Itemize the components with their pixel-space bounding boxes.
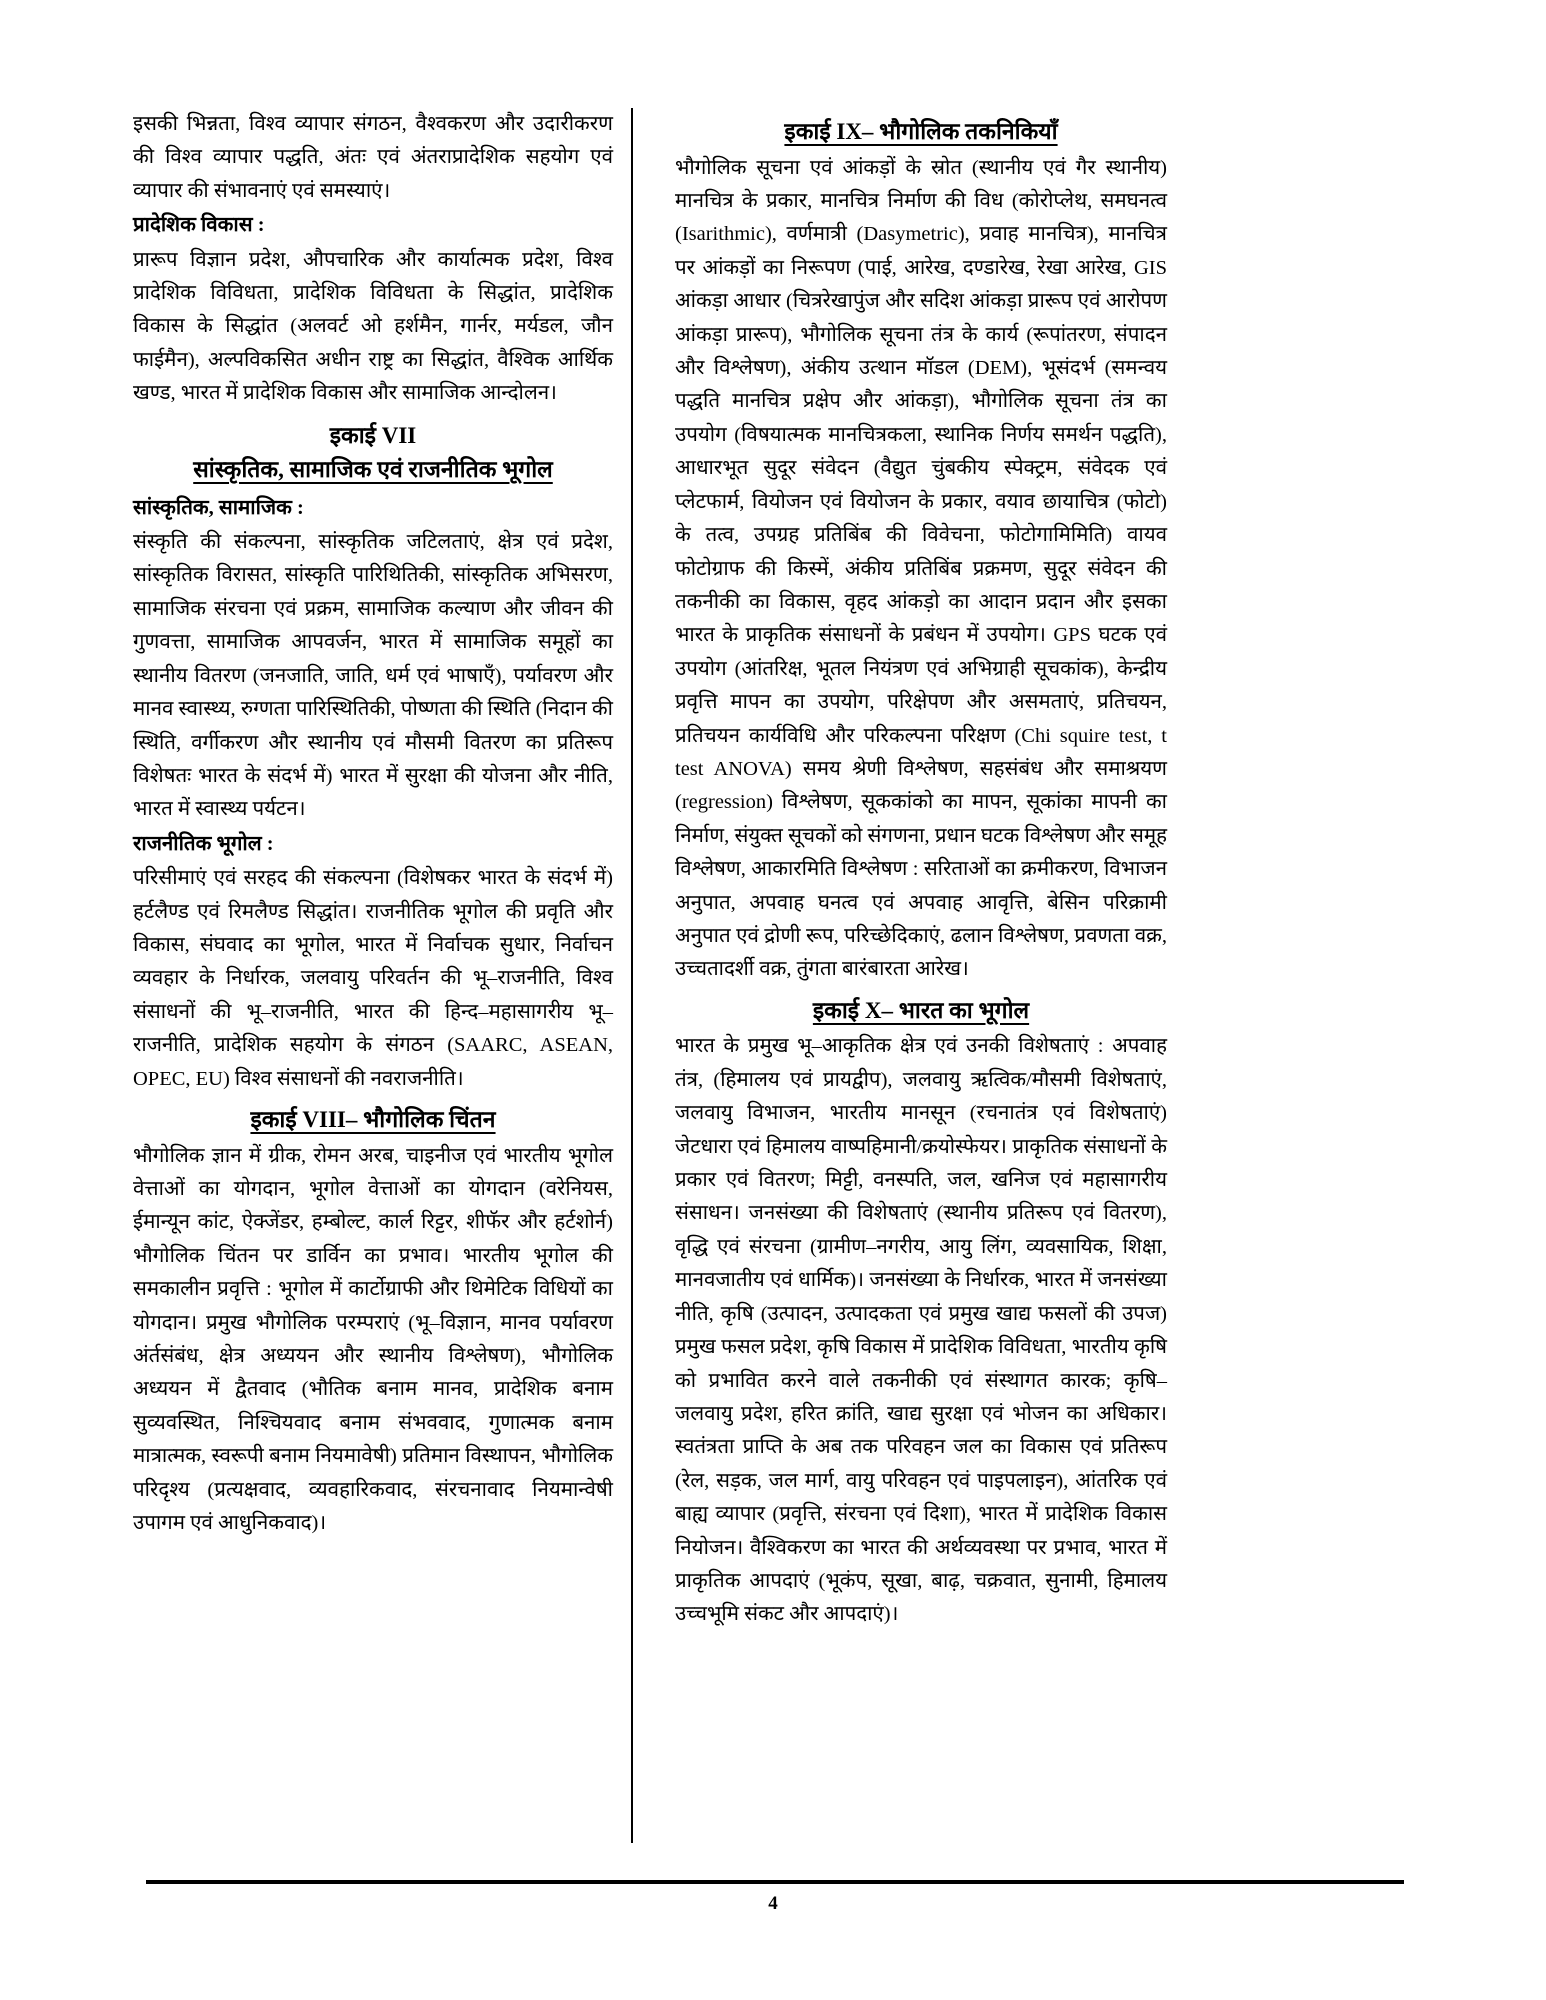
paragraph-geographic-techniques: भौगोलिक सूचना एवं आंकड़ों के स्रोत (स्थानीय एवं गैर स्थानीय) मानचित्र के प्रकार, मानचित्र निर्माण की विध (कोरोप्लेथ, समघनत्व (Isarithmic), वर्णमात्री (Dasymetric), प्रवाह मानचित्र), मानचित्र पर आंकड़ों का निरूपण (पाई, आरेख, दण्डारेख, रेखा आरेख, GIS आंकड़ा आधार (चित्ररेखापुंज और सदिश आंकड़ा प्रारूप एवं आरोपण आंकड़ा प्रारूप), भौगोलिक सूचना तंत्र के कार्य (रूपांतरण, संपादन और विश्लेषण), अंकीय उत्थान मॉडल (DEM), भूसंदर्भ (समन्वय पद्धति मानचित्र प्रक्षेप और आंकड़ा), भौगोलिक सूचना तंत्र का उपयोग (विषयात्मक मानचित्रकला, स्थानिक निर्णय समर्थन पद्धति), आधारभूत सुदूर संवेदन (वैद्युत चुंबकीय स्पेक्ट्रम, संवेदक एवं प्लेटफार्म, वियोजन एवं वियोजन के प्रकार, वयाव छायाचित्र (फोटो) के तत्व, उपग्रह प्रतिबिंब की विवेचना, फोटोगामिमिति) वायव फोटोग्राफ की किस्में, अंकीय प्रतिबिंब प्रक्रमण, सुदूर संवेदन की तकनीकी का विकास, वृहद आंकड़ो का आदान प्रदान और इसका भारत के प्राकृतिक संसाधनों के प्रबंधन में उपयोग। GPS घटक एवं उपयोग (आंतरिक्ष, भूतल नियंत्रण एवं अभिग्राही सूचकांक), केन्द्रीय प्रवृत्ति मापन का उपयोग, परिक्षेपण और असमताएं, प्रतिचयन, प्रतिचयन कार्यविधि और परिकल्पना परिक्षण (Chi squire test, t test ANOVA) समय श्रेणी विश्लेषण, सहसंबंध और समाश्रयण (regression) विश्लेषण, सूककांको का मापन, सूकांका मापनी का निर्माण, संयुक्त सूचकों को संगणना, प्रधान घटक विश्लेषण और समूह विश्लेषण, आकारमिति विश्लेषण : सरिताओं का क्रमीकरण, विभाजन अनुपात, अपवाह घनत्व एवं अपवाह आवृत्ति, बेसिन परिक्रामी अनुपात एवं द्रोणी रूप, परिच्छेदिकाएं, ढलान विश्लेषण, प्रवणता वक्र, उच्चतादर्शी वक्र, तुंगता बारंबारता आरेख। (675, 156, 1167, 981)
page-number: 4 (768, 1893, 778, 1914)
column-divider (631, 108, 633, 1843)
right-column (647, 108, 1167, 1843)
paragraph-world-trade: इसकी भिन्नता, विश्व व्यापार संगठन, वैश्‍वकरण और उदारीकरण की विश्व व्यापार पद्धति, अंतः एवं अंतराप्रादेशिक सहयोग एवं व्यापार की संभावनाएं एवं समस्याएं। (133, 113, 613, 202)
paragraph-geography-of-india: भारत के प्रमुख भू–आकृतिक क्षेत्र एवं उनकी विशेषताएं : अपवाह तंत्र, (हिमालय एवं प्रायद्वीप), जलवायु ऋत्विक/मौसमी विशेषताएं, जलवायु विभाजन, भारतीय मानसून (रचनातंत्र एवं विशेषताएं) जेटधारा एवं हिमालय वाष्पहिमानी/क्रयोस्फेयर। प्राकृतिक संसाधनों के प्रकार एवं वितरण; मिट्टी, वनस्पति, जल, खनिज एवं महासागरीय संसाधन। जनसंख्या की विशेषताएं (स्थानीय प्रतिरूप एवं वितरण), वृद्धि एवं संरचना (ग्रामीण–नगरीय, आयु लिंग, व्यवसायिक, शिक्षा, मानवजातीय एवं धार्मिक)। जनसंख्या के निर्धारक, भारत में जनसंख्या नीति, कृषि (उत्पादन, उत्पादकता एवं प्रमुख खाद्य फसलों की उपज) प्रमुख फसल प्रदेश, कृषि विकास में प्रादेशिक विविधता, भारतीय कृषि को प्रभावित करने वाले तकनीकी एवं संस्थागत कारक; कृषि– जलवायु प्रदेश, हरित क्रांति, खाद्य सुरक्षा एवं भोजन का अधिकार। स्वतंत्रता प्राप्ति के अब तक परिवहन जल का विकास एवं प्रतिरूप (रेल, सड़क, जल मार्ग, वायु परिवहन एवं पाइपलाइन), आंतरिक एवं बाह्य व्यापार (प्रवृत्ति, संरचना एवं दिशा), भारत में प्रादेशिक विकास नियोजन। वैश्विकरण का भारत की अर्थव्यवस्था पर प्रभाव, भारत में प्राकृतिक आपदाएं (भूकंप, सूखा, बाढ़, चक्रवात, सुनामी, हिमालय उच्चभूमि संकट और आपदाएं)। (675, 1035, 1167, 1626)
unit-heading-viii (133, 1102, 613, 1138)
unit-subheading-vii-text: सांस्कृतिक, सामाजिक एवं राजनीतिक भूगोल (193, 457, 553, 483)
unit-heading-ix-text: इकाई IX– भौगोलिक तकनिकियाँ (784, 119, 1058, 144)
unit-heading-vii: इकाई VII (329, 422, 417, 448)
two-column-body (133, 108, 1413, 1843)
subheading-regional-development: प्रादेशिक विकास : (133, 214, 265, 237)
footer-rule (146, 1880, 1404, 1884)
unit-heading-x (675, 993, 1167, 1029)
unit-heading-x-text: इकाई X– भारत का भूगोल (812, 997, 1030, 1023)
left-column (133, 108, 631, 1843)
paragraph-regional-development: प्रारूप विज्ञान प्रदेश, औपचारिक और कार्यात्मक प्रदेश, विश्व प्रादेशिक विविधता, प्रादेशिक विविधता के सिद्धांत, प्रादेशिक विकास के सिद्धांत (अलवर्ट ओ हर्शमैन, गार्नर, मर्यडल, जौन फाईमैन), अल्पविकसित अधीन राष्ट्र का सिद्धांत, वैश्विक आर्थिक खण्ड, भारत में प्रादेशिक विकास और सामाजिक आन्दोलन। (133, 248, 613, 405)
paragraph-political-geography: परिसीमाएं एवं सरहद की संकल्पना (विशेषकर भारत के संदर्भ में) हर्टलैण्ड एवं रिमलैण्ड सिद्धांत। राजनीतिक भूगोल की प्रवृति और विकास, संघवाद का भूगोल, भारत में निर्वाचक सुधार, निर्वाचन व्यवहार के निर्धारक, जलवायु परिवर्तन की भू–राजनीति, विश्व संसाधनों की भू–राजनीति, भारत की हिन्द–महासागरीय भू–राजनीति, प्रादेशिक सहयोग के संगठन (SAARC, ASEAN, OPEC, EU) विश्व संसाधनों की नवराजनीति। (133, 867, 613, 1090)
subheading-cultural-social: सांस्कृतिक, सामाजिक : (133, 496, 304, 519)
subheading-political-geography: राजनीतिक भूगोल : (133, 832, 274, 855)
paragraph-geographic-thought: भौगोलिक ज्ञान में ग्रीक, रोमन अरब, चाइनीज एवं भारतीय भूगोल वेत्ताओं का योगदान, भूगोल वेत्ताओं का योगदान (वरेनियस, ईमान्यून कांट, ऐक्जेंडर, हम्बोल्ट, कार्ल रिट्टर, शीफॅर और हर्टशोर्न) भौगोलिक चिंतन पर डार्विन का प्रभाव। भारतीय भूगोल की समकालीन प्रवृत्ति : भूगोल में कार्टोग्राफी और थिमेटिक विधियों का योगदान। प्रमुख भौगोलिक परम्पराएं (भू–विज्ञान, मानव पर्यावरण अंर्तसंबंध, क्षेत्र अध्ययन और स्थानीय विश्लेषण), भौगोलिक अध्ययन में द्वैतवाद (भौतिक बनाम मानव, प्रादेशिक बनाम सुव्यवस्थित, निश्चियवाद बनाम संभववाद, गुणात्मक बनाम मात्रात्मक, स्वरूपी बनाम नियमावेषी) प्रतिमान विस्थापन, भौगोलिक परिदृश्य (प्रत्यक्षवाद, व्यवहारिकवाद, संरचनावाद नियमान्वेषी उपागम एवं आधुनिकवाद)। (133, 1144, 613, 1535)
unit-heading-ix (675, 114, 1167, 150)
unit-heading-viii-text: इकाई VIII– भौगोलिक चिंतन (250, 1106, 496, 1132)
paragraph-cultural-social: संस्कृति की संकल्पना, सांस्कृतिक जटिलताएं, क्षेत्र एवं प्रदेश, सांस्कृतिक विरासत, सांस्कृति पारिथितिकी, सांस्कृतिक अभिसरण, सामाजिक संरचना एवं प्रक्रम, सामाजिक कल्याण और जीवन की गुणवत्ता, सामाजिक आपवर्जन, भारत में सामाजिक समूहों का स्थानीय वितरण (जनजाति, जाति, धर्म एवं भाषाएँ), पर्यावरण और मानव स्वास्थ्य, रुग्णता पारिस्थितिकी, पोष्णता की स्थिति (निदान की स्थिति, वर्गीकरण और स्थानीय एवं मौसमी वितरण का प्रतिरूप विशेषतः भारत के संदर्भ में) भारत में सुरक्षा की योजना और नीति, भारत में स्वास्थ्य पर्यटन। (133, 531, 613, 821)
unit-subheading-vii (133, 453, 613, 488)
